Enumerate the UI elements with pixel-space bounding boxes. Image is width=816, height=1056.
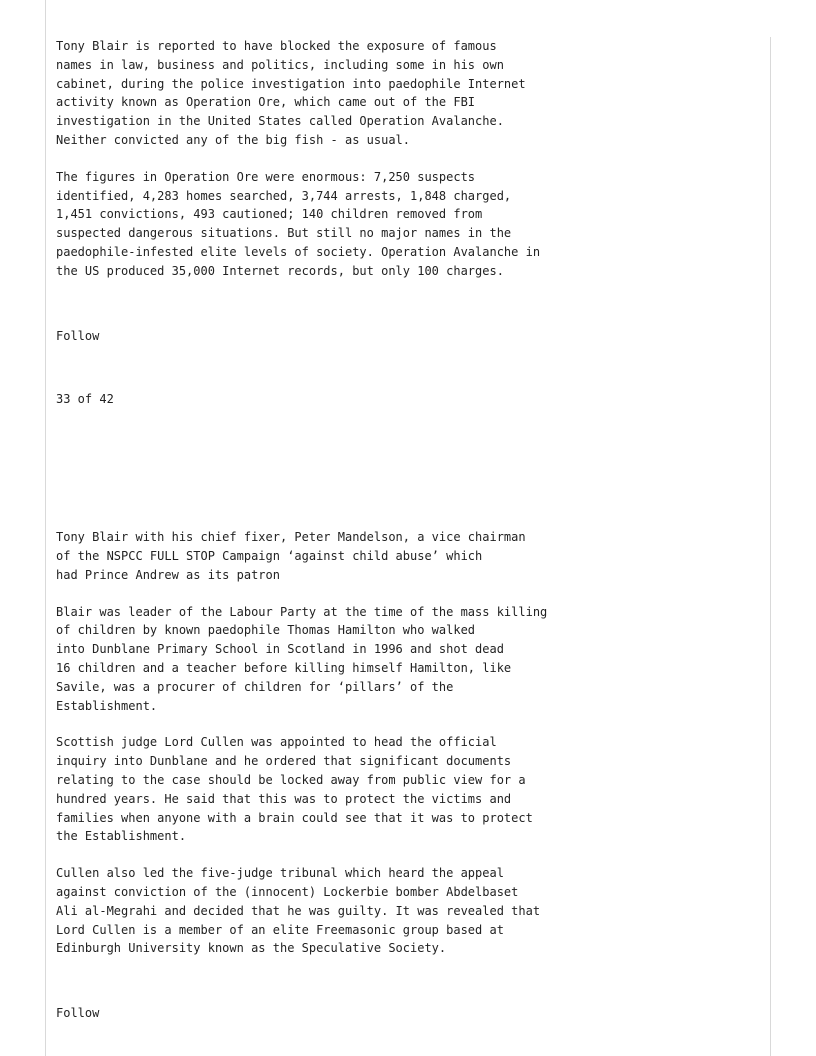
paragraph-operation-ore-figures: The figures in Operation Ore were enormous: 7,250 suspects identified, 4,283 homes searched, 3,744 arrests, 1,848 charged, 1,451 convictions, 493 cautioned; 140 children removed from suspected dangerous situations. But still no major names in the paedophile-infested elite levels of society. Operation Avalanche in the US produced 35,000 Internet records, but only 100 charges. <box>56 169 541 278</box>
article-body <box>56 37 756 1023</box>
paragraph-operation-ore-intro: Tony Blair is reported to have blocked the exposure of famous names in law, business and politics, including some in his own cabinet, during the police investigation into paedophile Internet activity known as Operation Ore, which came out of the FBI investigation in the United States called Operation Avalanche. Neither convicted any of the big fish - as usual. <box>56 39 526 147</box>
slide-counter: 33 of 42 <box>56 392 114 407</box>
paragraph-dunblane: Blair was leader of the Labour Party at the time of the mass killing of children by known paedophile Thomas Hamilton who walked into Dunblane Primary School in Scotland in 1996 and shot dead 16 children and a teacher before killing himself Hamilton, like Savile, was a procurer of children for ‘pillars’ of the Establishment. <box>56 604 548 713</box>
follow-link-2[interactable]: Follow <box>56 1006 100 1021</box>
paragraph-lockerbie-appeal: Cullen also led the five-judge tribunal which heard the appeal against conviction of the (innocent) Lockerbie bomber Abdelbaset Ali al-Megrahi and decided that he was guilty. It was revealed that Lord Cullen is a member of an elite Freemasonic group based at Edinburgh University known as the Speculative Society. <box>56 866 541 956</box>
paragraph-lord-cullen-inquiry: Scottish judge Lord Cullen was appointed to head the official inquiry into Dunblane and he ordered that significant documents relating to the case should be locked away from public view for a hundred years. He said that this was to protect the victims and families when anyone with a brain could see that it was to protect the Establishment. <box>56 735 533 844</box>
page-border-left <box>45 0 46 1056</box>
follow-link[interactable]: Follow <box>56 328 100 343</box>
page-border-right <box>770 37 771 1056</box>
image-caption: Tony Blair with his chief fixer, Peter Mandelson, a vice chairman of the NSPCC FULL STOP Campaign ‘against child abuse’ which had Prince Andrew as its patron <box>56 530 526 582</box>
